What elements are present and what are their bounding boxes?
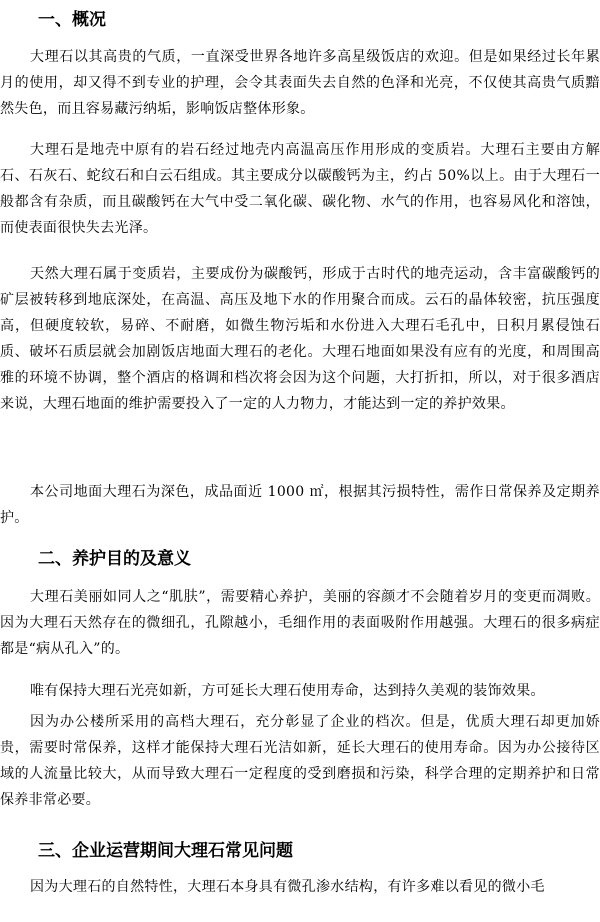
paragraph-purpose-2: 唯有保持大理石光亮如新，方可延长大理石使用寿命，达到持久美观的装饰效果。 (30, 683, 545, 699)
section-heading-purpose: 二、养护目的及意义 (38, 549, 191, 569)
section-heading-common-problems: 三、企业运营期间大理石常见问题 (38, 841, 293, 861)
paragraph-purpose-3: 因为办公楼所采用的高档大理石，充分彰显了企业的档次。但是，优质大理石却更加娇贵，需要时常保养，这样才能保持大理石光洁如新，延长大理石的使用寿命。因为办公接待区域的人流量比较大，从而导致大理石一定程度的受到磨损和污染，科学合理的定期养护和日常保养非常必要。 (0, 714, 600, 808)
paragraph-purpose-1: 大理石美丽如同人之“肌肤”，需要精心养护，美丽的容颜才不会随着岁月的变更而凋败。因为大理石天然存在的微细孔，孔隙越小，毛细作用的表面吸附作用越强。大理石的很多病症都是“病从孔入”的。 (0, 589, 600, 657)
paragraph-overview-1: 大理石以其高贵的气质，一直深受世界各地许多高星级饭店的欢迎。但是如果经过长年累月的使用，却又得不到专业的护理，会令其表面失去自然的色泽和光亮，不仅使其高贵气质黯然失色，而且容易藏污纳垢，影响饭店整体形象。 (0, 49, 600, 117)
paragraph-common-problems-1: 因为大理石的自然特性，大理石本身具有微孔渗水结构，有许多难以看见的微小毛 (30, 879, 545, 895)
section-heading-overview: 一、概况 (38, 10, 106, 30)
paragraph-overview-4: 本公司地面大理石为深色，成品面近 1000 ㎡，根据其污损特性，需作日常保养及定期养护。 (0, 484, 600, 526)
paragraph-overview-3: 天然大理石属于变质岩，主要成份为碳酸钙，形成于古时代的地壳运动，含丰富碳酸钙的矿层被转移到地底深处，在高温、高压及地下水的作用聚合而成。云石的晶体较密，抗压强度高，但硬度较软，易碎、不耐磨，如微生物污垢和水份进入大理石毛孔中，日积月累侵蚀石质、破坏石质层就会加剧饭店地面大理石的老化。大理石地面如果没有应有的光度，和周围高雅的环境不协调，整个酒店的格调和档次将会因为这个问题，大打折扣，所以，对于很多酒店来说，大理石地面的维护需要投入了一定的人力物力，才能达到一定的养护效果。 (0, 266, 600, 412)
paragraph-overview-2: 大理石是地壳中原有的岩石经过地壳内高温高压作用形成的变质岩。大理石主要由方解石、石灰石、蛇纹石和白云石组成。其主要成分以碳酸钙为主，约占 50%以上。由于大理石一般都含有杂质，而且碳酸钙在大气中受二氧化碳、碳化物、水气的作用，也容易风化和溶蚀，而使表面很快失去光泽。 (0, 142, 600, 236)
